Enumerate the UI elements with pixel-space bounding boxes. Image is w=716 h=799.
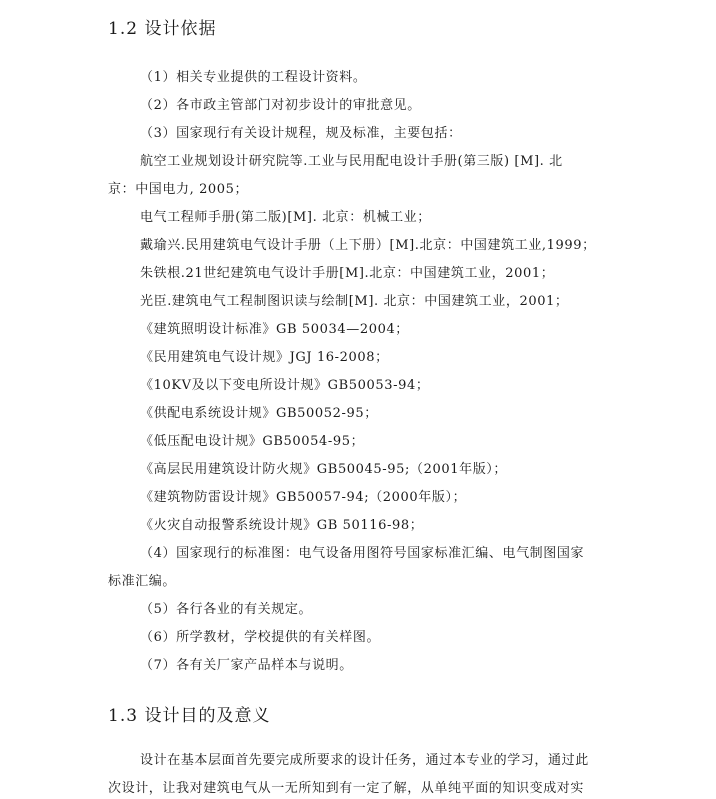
paragraph-line: 光臣.建筑电气工程制图识读与绘制[M]. 北京：中国建筑工业，2001； (140, 294, 569, 309)
paragraph-line: 《建筑物防雷设计规》GB50057-94;（2000年版）； (140, 490, 467, 505)
paragraph-line: 戴瑜兴.民用建筑电气设计手册（上下册）[M].北京：中国建筑工业,1999； (140, 238, 596, 253)
paragraph-line: 《供配电系统设计规》GB50052-95； (140, 406, 378, 421)
paragraph-line: 京：中国电力, 2005； (108, 182, 249, 197)
paragraph-line: 次设计，让我对建筑电气从一无所知到有一定了解，从单纯平面的知识变成对实 (108, 781, 585, 796)
paragraph-line: （4）国家现行的标准图：电气设备用图符号国家标准汇编、电气制图国家 (140, 546, 585, 561)
paragraph-line: 《低压配电设计规》GB50054-95； (140, 434, 365, 449)
paragraph-line: （5）各行各业的有关规定。 (140, 602, 313, 617)
paragraph-line: 设计在基本层面首先要完成所要求的设计任务，通过本专业的学习，通过此 (140, 753, 589, 768)
paragraph-line: （6）所学教材，学校提供的有关样图。 (140, 630, 381, 645)
section-heading-1-2: 1.2 设计依据 (108, 19, 217, 39)
paragraph-line: 航空工业规划设计研究院等.工业与民用配电设计手册(第三版) [M]. 北 (140, 154, 563, 169)
paragraph-line: 朱铁根.21世纪建筑电气设计手册[M].北京：中国建筑工业，2001； (140, 266, 555, 281)
paragraph-line: 《10KV及以下变电所设计规》GB50053-94； (140, 378, 430, 393)
paragraph-line: （3）国家现行有关设计规程，规及标准，主要包括： (140, 126, 462, 141)
paragraph-line: 电气工程师手册(第二版)[M]. 北京：机械工业； (140, 210, 431, 225)
section-heading-1-3: 1.3 设计目的及意义 (108, 706, 271, 726)
paragraph-line: 《民用建筑电气设计规》JGJ 16-2008； (140, 350, 389, 365)
paragraph-line: （2）各市政主管部门对初步设计的审批意见。 (140, 98, 421, 113)
paragraph-line: 《火灾自动报警系统设计规》GB 50116-98； (140, 518, 424, 533)
paragraph-line: 《高层民用建筑设计防火规》GB50045-95;（2001年版）； (140, 462, 507, 477)
paragraph-line: 标准汇编。 (108, 574, 177, 589)
paragraph-line: （1）相关专业提供的工程设计资料。 (140, 70, 367, 85)
paragraph-line: （7）各有关厂家产品样本与说明。 (140, 658, 353, 673)
paragraph-line: 《建筑照明设计标准》GB 50034—2004； (140, 322, 409, 337)
